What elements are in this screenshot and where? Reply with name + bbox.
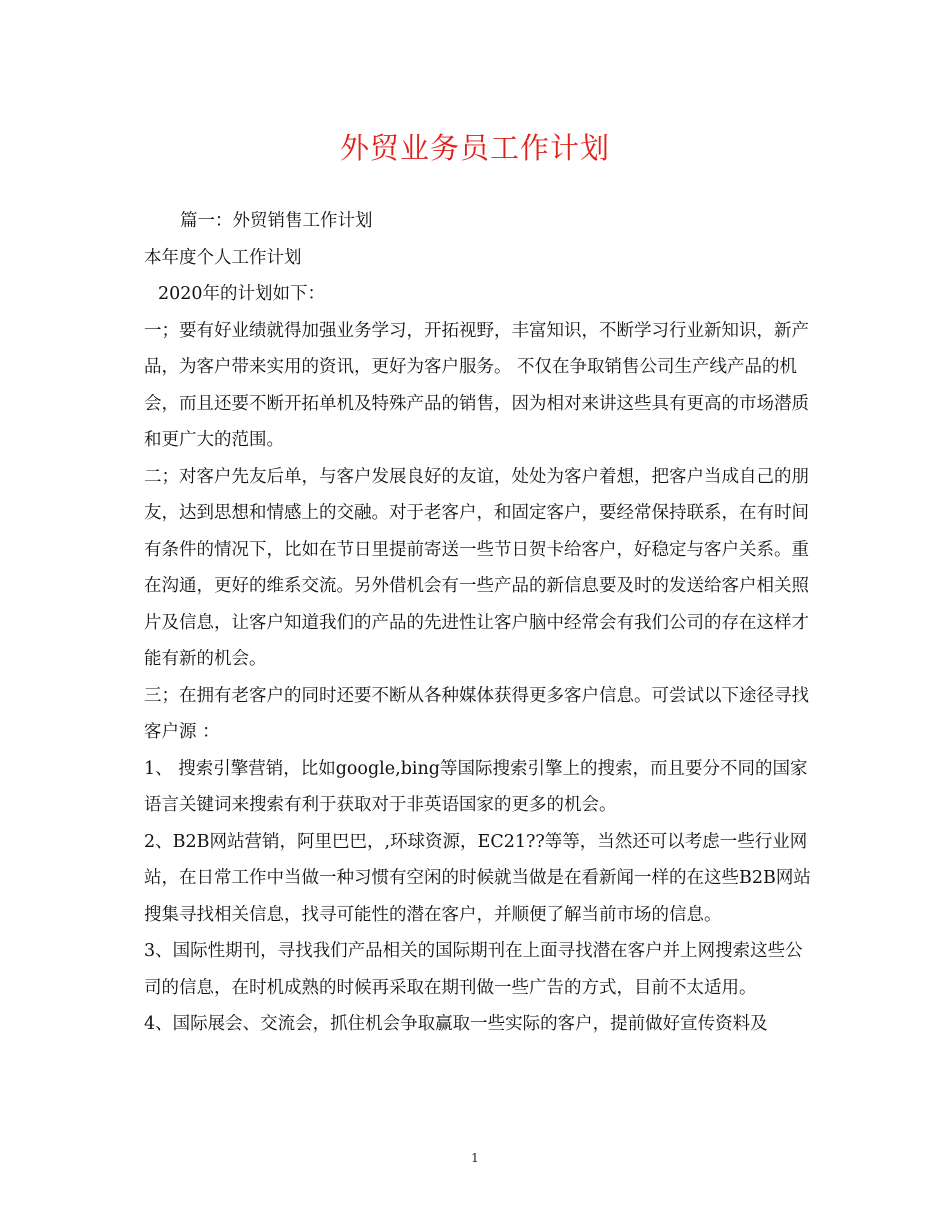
paragraph-section-heading: 篇一：外贸销售工作计划	[180, 211, 373, 231]
paragraph-item-3: 3、国际性期刊，寻找我们产品相关的国际期刊在上面寻找潜在客户并上网搜索这些公司的信息，在时机成熟的时候再采取在期刊做一些广告的方式，目前不太适用。	[144, 941, 803, 998]
document-title: 外贸业务员工作计划	[339, 131, 610, 165]
paragraph-item-1: 1、 搜索引擎营销，比如google,bing等国际搜索引擎上的搜索，而且要分不同的国家语言关键词来搜索有利于获取对于非英语国家的更多的机会。	[144, 758, 808, 815]
paragraph-item-4: 4、国际展会、交流会，抓住机会争取赢取一些实际的客户，提前做好宣传资料及	[144, 1014, 768, 1034]
paragraph-subtitle: 本年度个人工作计划	[144, 247, 302, 268]
document-body	[144, 203, 816, 1043]
page-number: 1	[471, 1151, 479, 1165]
paragraph-point-one: 一；要有好业绩就得加强业务学习，开拓视野，丰富知识，不断学习行业新知识，新产品，为客户带来实用的资讯，更好为客户服务。 不仅在争取销售公司生产线产品的机会，而且还要不断开拓单机及特殊产品的销售，因为相对来讲这些具有更高的市场潜质和更广大的范围。	[144, 320, 809, 450]
paragraph-plan-intro: 2020年的计划如下：	[158, 284, 326, 304]
paragraph-item-2: 2、B2B网站营销，阿里巴巴，,环球资源，EC21??等等，当然还可以考虑一些行业网站，在日常工作中当做一种习惯有空闲的时候就当做是在看新闻一样的在这些B2B网站搜集寻找相关信息，找寻可能性的潜在客户，并顺便了解当前市场的信息。	[144, 831, 811, 925]
paragraph-point-three: 三；在拥有老客户的同时还要不断从各种媒体获得更多客户信息。可尝试以下途径寻找客户源 ：	[144, 685, 809, 742]
paragraph-point-two: 二；对客户先友后单，与客户发展良好的友谊，处处为客户着想，把客户当成自己的朋友，达到思想和情感上的交融。对于老客户，和固定客户，要经常保持联系，在有时间有条件的情况下，比如在节日里提前寄送一些节日贺卡给客户，好稳定与客户关系。重在沟通，更好的维系交流。另外借机会有一些产品的新信息要及时的发送给客户相关照片及信息，让客户知道我们的产品的先进性让客户脑中经常会有我们公司的存在这样才能有新的机会。	[144, 466, 809, 669]
